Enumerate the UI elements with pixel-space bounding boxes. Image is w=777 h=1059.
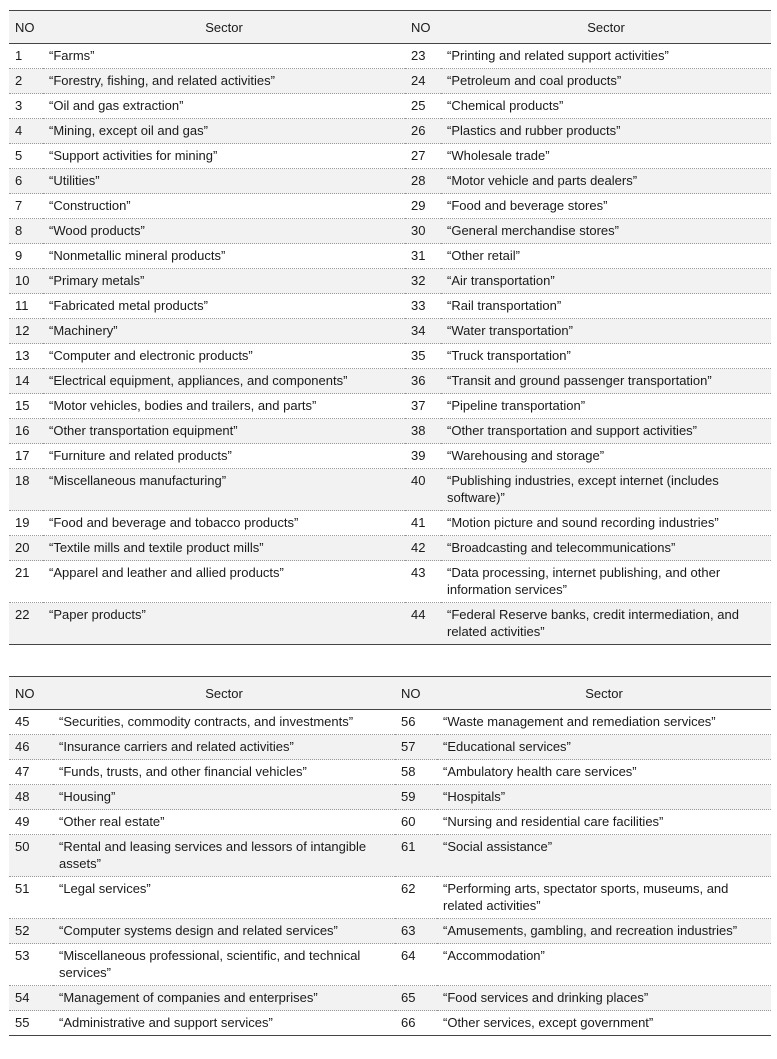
- sector-name: “Plastics and rubber products”: [441, 119, 771, 144]
- sector-number: 42: [405, 536, 441, 561]
- sector-number: 53: [9, 944, 53, 986]
- table-row: [9, 144, 771, 169]
- sector-name: “Food and beverage stores”: [441, 194, 771, 219]
- sector-name: “Mining, except oil and gas”: [43, 119, 405, 144]
- table-row: [9, 561, 771, 603]
- sector-name: “Utilities”: [43, 169, 405, 194]
- sector-name: “Performing arts, spectator sports, museums, and related activities”: [437, 877, 771, 919]
- sector-number: 44: [405, 603, 441, 645]
- sector-name: “Educational services”: [437, 735, 771, 760]
- header-sector: Sector: [437, 677, 771, 710]
- sector-number: 57: [395, 735, 437, 760]
- sector-number: 23: [405, 44, 441, 69]
- table-row: [9, 194, 771, 219]
- sector-name: “Other real estate”: [53, 810, 395, 835]
- sector-number: 43: [405, 561, 441, 603]
- sector-name: “Nursing and residential care facilities”: [437, 810, 771, 835]
- sector-number: 20: [9, 536, 43, 561]
- sector-number: 13: [9, 344, 43, 369]
- table-body: [9, 710, 771, 1036]
- sector-name: “Publishing industries, except internet (includes software)”: [441, 469, 771, 511]
- table-row: [9, 710, 771, 735]
- table-row: [9, 469, 771, 511]
- sector-number: 49: [9, 810, 53, 835]
- sector-name: “Machinery”: [43, 319, 405, 344]
- sector-number: 6: [9, 169, 43, 194]
- sector-name: “Food services and drinking places”: [437, 986, 771, 1011]
- sector-number: 38: [405, 419, 441, 444]
- table-row: [9, 603, 771, 645]
- table-row: [9, 369, 771, 394]
- header-sector: Sector: [53, 677, 395, 710]
- sector-name: “Petroleum and coal products”: [441, 69, 771, 94]
- sector-name: “Motion picture and sound recording industries”: [441, 511, 771, 536]
- sector-name: “Printing and related support activities”: [441, 44, 771, 69]
- sector-name: “Computer and electronic products”: [43, 344, 405, 369]
- sector-name: “Rental and leasing services and lessors of intangible assets”: [53, 835, 395, 877]
- sector-name: “Support activities for mining”: [43, 144, 405, 169]
- sector-number: 9: [9, 244, 43, 269]
- sector-number: 52: [9, 919, 53, 944]
- sector-name: “Legal services”: [53, 877, 395, 919]
- sector-number: 61: [395, 835, 437, 877]
- sector-name: “Hospitals”: [437, 785, 771, 810]
- sector-number: 32: [405, 269, 441, 294]
- sector-number: 26: [405, 119, 441, 144]
- sector-name: “Waste management and remediation services”: [437, 710, 771, 735]
- sector-number: 62: [395, 877, 437, 919]
- sector-name: “Chemical products”: [441, 94, 771, 119]
- sector-name: “Administrative and support services”: [53, 1011, 395, 1036]
- sector-name: “Funds, trusts, and other financial vehicles”: [53, 760, 395, 785]
- sector-name: “Accommodation”: [437, 944, 771, 986]
- sector-name: “Oil and gas extraction”: [43, 94, 405, 119]
- table-row: [9, 536, 771, 561]
- table-row: [9, 810, 771, 835]
- sector-name: “Wholesale trade”: [441, 144, 771, 169]
- sector-name: “Apparel and leather and allied products”: [43, 561, 405, 603]
- sector-name: “Broadcasting and telecommunications”: [441, 536, 771, 561]
- sector-number: 60: [395, 810, 437, 835]
- table-row: [9, 269, 771, 294]
- table-row: [9, 94, 771, 119]
- sector-number: 18: [9, 469, 43, 511]
- sector-number: 22: [9, 603, 43, 645]
- sector-number: 36: [405, 369, 441, 394]
- sector-name: “Primary metals”: [43, 269, 405, 294]
- sector-name: “Miscellaneous professional, scientific, and technical services”: [53, 944, 395, 986]
- sector-name: “Amusements, gambling, and recreation industries”: [437, 919, 771, 944]
- sector-number: 58: [395, 760, 437, 785]
- sector-number: 55: [9, 1011, 53, 1036]
- sector-number: 59: [395, 785, 437, 810]
- table-row: [9, 760, 771, 785]
- sector-number: 19: [9, 511, 43, 536]
- sector-number: 54: [9, 986, 53, 1011]
- sector-name: “Miscellaneous manufacturing”: [43, 469, 405, 511]
- table-row: [9, 219, 771, 244]
- sector-number: 28: [405, 169, 441, 194]
- sector-number: 66: [395, 1011, 437, 1036]
- sector-name: “Wood products”: [43, 219, 405, 244]
- sector-number: 2: [9, 69, 43, 94]
- sector-number: 33: [405, 294, 441, 319]
- table-header-row: [9, 11, 771, 44]
- sector-number: 11: [9, 294, 43, 319]
- header-no: NO: [405, 11, 441, 44]
- sector-number: 46: [9, 735, 53, 760]
- sector-number: 35: [405, 344, 441, 369]
- sector-number: 48: [9, 785, 53, 810]
- sector-number: 39: [405, 444, 441, 469]
- sector-name: “Insurance carriers and related activities”: [53, 735, 395, 760]
- table-row: [9, 344, 771, 369]
- sector-number: 63: [395, 919, 437, 944]
- sector-name: “Warehousing and storage”: [441, 444, 771, 469]
- sector-number: 64: [395, 944, 437, 986]
- sector-name: “Truck transportation”: [441, 344, 771, 369]
- table-body: [9, 44, 771, 645]
- sector-number: 10: [9, 269, 43, 294]
- sector-name: “Transit and ground passenger transportation”: [441, 369, 771, 394]
- header-sector: Sector: [43, 11, 405, 44]
- sector-number: 31: [405, 244, 441, 269]
- sector-number: 45: [9, 710, 53, 735]
- sector-name: “Social assistance”: [437, 835, 771, 877]
- sector-name: “General merchandise stores”: [441, 219, 771, 244]
- sector-name: “Water transportation”: [441, 319, 771, 344]
- sector-number: 51: [9, 877, 53, 919]
- sector-name: “Other transportation and support activities”: [441, 419, 771, 444]
- sector-name: “Paper products”: [43, 603, 405, 645]
- table-row: [9, 444, 771, 469]
- sector-name: “Management of companies and enterprises”: [53, 986, 395, 1011]
- header-sector: Sector: [441, 11, 771, 44]
- sector-name: “Forestry, fishing, and related activities”: [43, 69, 405, 94]
- sector-name: “Ambulatory health care services”: [437, 760, 771, 785]
- sector-number: 1: [9, 44, 43, 69]
- sector-number: 56: [395, 710, 437, 735]
- table-header-row: [9, 677, 771, 710]
- sector-name: “Pipeline transportation”: [441, 394, 771, 419]
- sector-name: “Rail transportation”: [441, 294, 771, 319]
- sector-number: 50: [9, 835, 53, 877]
- table-row: [9, 294, 771, 319]
- sector-name: “Furniture and related products”: [43, 444, 405, 469]
- sector-number: 12: [9, 319, 43, 344]
- table-row: [9, 119, 771, 144]
- sector-number: 41: [405, 511, 441, 536]
- table-row: [9, 785, 771, 810]
- sector-number: 3: [9, 94, 43, 119]
- sector-name: “Other services, except government”: [437, 1011, 771, 1036]
- sector-name: “Fabricated metal products”: [43, 294, 405, 319]
- table-row: [9, 919, 771, 944]
- sector-name: “Air transportation”: [441, 269, 771, 294]
- sector-name: “Data processing, internet publishing, and other information services”: [441, 561, 771, 603]
- sector-table-1: [9, 10, 771, 645]
- sector-name: “Construction”: [43, 194, 405, 219]
- sector-number: 5: [9, 144, 43, 169]
- table-row: [9, 835, 771, 877]
- sector-name: “Securities, commodity contracts, and investments”: [53, 710, 395, 735]
- table-row: [9, 511, 771, 536]
- sector-name: “Housing”: [53, 785, 395, 810]
- sector-name: “Nonmetallic mineral products”: [43, 244, 405, 269]
- sector-number: 65: [395, 986, 437, 1011]
- table-row: [9, 1011, 771, 1036]
- sector-name: “Other retail”: [441, 244, 771, 269]
- sector-number: 29: [405, 194, 441, 219]
- header-no: NO: [9, 677, 53, 710]
- sector-name: “Food and beverage and tobacco products”: [43, 511, 405, 536]
- sector-number: 27: [405, 144, 441, 169]
- sector-number: 30: [405, 219, 441, 244]
- sector-name: “Motor vehicles, bodies and trailers, and parts”: [43, 394, 405, 419]
- table-row: [9, 244, 771, 269]
- sector-number: 34: [405, 319, 441, 344]
- table-row: [9, 877, 771, 919]
- sector-number: 8: [9, 219, 43, 244]
- sector-number: 40: [405, 469, 441, 511]
- sector-table-2: [9, 676, 771, 1036]
- sector-number: 16: [9, 419, 43, 444]
- sector-name: “Electrical equipment, appliances, and components”: [43, 369, 405, 394]
- sector-number: 7: [9, 194, 43, 219]
- sector-number: 4: [9, 119, 43, 144]
- sector-number: 47: [9, 760, 53, 785]
- sector-name: “Federal Reserve banks, credit intermediation, and related activities”: [441, 603, 771, 645]
- sector-number: 24: [405, 69, 441, 94]
- sector-name: “Computer systems design and related services”: [53, 919, 395, 944]
- sector-number: 17: [9, 444, 43, 469]
- sector-name: “Motor vehicle and parts dealers”: [441, 169, 771, 194]
- table-row: [9, 419, 771, 444]
- header-no: NO: [395, 677, 437, 710]
- sector-name: “Textile mills and textile product mills”: [43, 536, 405, 561]
- header-no: NO: [9, 11, 43, 44]
- table-row: [9, 69, 771, 94]
- table-row: [9, 986, 771, 1011]
- sector-name: “Farms”: [43, 44, 405, 69]
- table-row: [9, 319, 771, 344]
- sector-name: “Other transportation equipment”: [43, 419, 405, 444]
- sector-number: 14: [9, 369, 43, 394]
- table-row: [9, 394, 771, 419]
- table-row: [9, 44, 771, 69]
- sector-number: 37: [405, 394, 441, 419]
- sector-number: 15: [9, 394, 43, 419]
- table-row: [9, 735, 771, 760]
- table-row: [9, 169, 771, 194]
- sector-number: 25: [405, 94, 441, 119]
- sector-number: 21: [9, 561, 43, 603]
- table-row: [9, 944, 771, 986]
